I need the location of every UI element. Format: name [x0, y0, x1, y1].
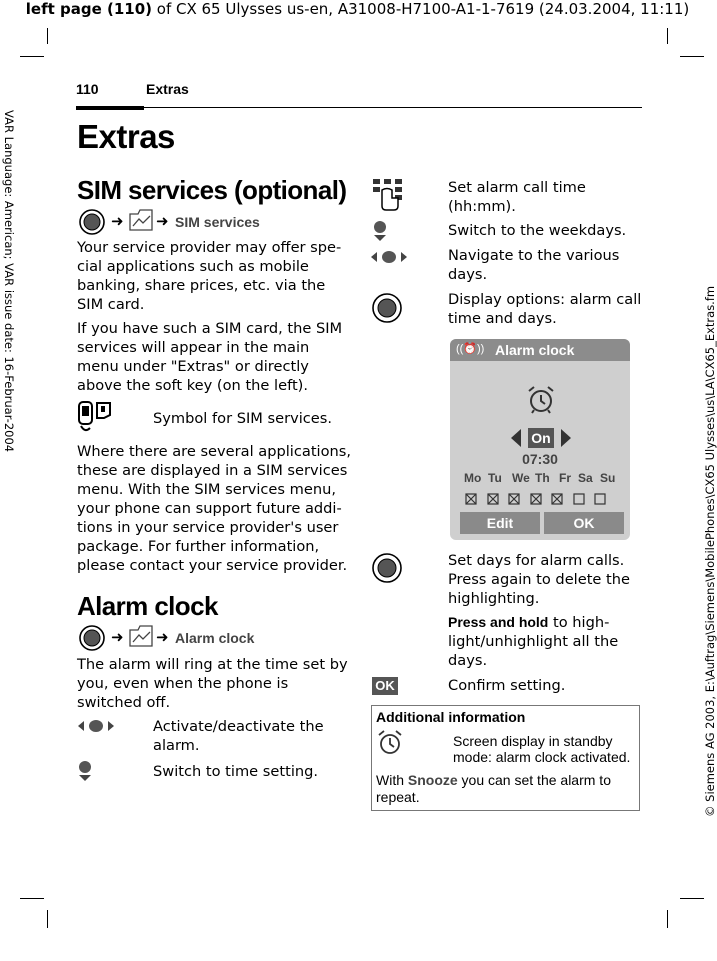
alarm-status[interactable]: On — [528, 428, 554, 448]
page-title: Extras — [77, 118, 175, 155]
running-head-bar — [76, 106, 144, 110]
weekday-checkbox[interactable] — [594, 493, 606, 505]
sim-menu-path — [78, 208, 338, 236]
text-line: package. For further information, — [77, 538, 320, 555]
extras-menu-icon — [128, 208, 154, 232]
weekday-label: Su — [600, 471, 616, 485]
weekday-label: We — [512, 471, 530, 485]
text-line: services will appear in the main — [77, 339, 310, 356]
crop-mark — [20, 56, 44, 57]
info-snooze-text — [376, 772, 611, 806]
text-line: Set days for alarm calls. — [448, 552, 625, 569]
sim-heading: SIM services (optional) — [77, 175, 347, 205]
side-text-left: VAR Language: American; VAR issue date: 16-Februar-2004 — [2, 110, 16, 453]
crop-mark — [667, 28, 668, 44]
weekday-checkbox-checked[interactable] — [465, 493, 477, 505]
navigation-key-icon — [78, 208, 108, 236]
text-line: menu under "Extras" or directly — [77, 358, 309, 375]
weekday-checkboxes — [465, 493, 625, 507]
weekday-checkbox-checked[interactable] — [508, 493, 520, 505]
text-line: Display options: alarm call — [448, 291, 642, 308]
text-line: (hh:mm). — [448, 198, 516, 215]
crop-mark — [667, 910, 668, 928]
keypad-icon — [372, 178, 406, 212]
alarm-time: 07:30 — [522, 451, 558, 467]
right-row-2: Switch to the weekdays. — [448, 222, 627, 239]
text-line: days. — [448, 652, 488, 669]
text-line: these are displayed in a SIM services — [77, 462, 348, 479]
text-line: If you have such a SIM card, the SIM — [77, 320, 343, 337]
text-line: Activate/deactivate the — [153, 718, 324, 735]
text-span: With — [376, 772, 408, 788]
navigation-key-icon — [78, 624, 108, 652]
header-doc-name: left page (110) — [25, 0, 152, 18]
arrow-icon: ➜ — [156, 628, 169, 646]
sim-paragraph-3 — [77, 442, 351, 575]
extras-menu-icon — [128, 624, 154, 648]
crop-mark — [47, 910, 48, 928]
text-line: cial applications such as mobile — [77, 258, 309, 275]
weekday-checkbox-checked[interactable] — [530, 493, 542, 505]
right-row-4 — [448, 290, 641, 328]
navigation-key-icon — [371, 552, 403, 584]
arrow-icon: ➜ — [111, 212, 124, 230]
text-line: switched off. — [77, 694, 171, 711]
ok-key-badge: OK — [372, 677, 398, 695]
sim-paragraph-2 — [77, 319, 342, 395]
snooze-label: Snooze — [407, 772, 458, 788]
left-right-navigation-icon — [369, 250, 409, 264]
edit-softkey[interactable]: Edit — [460, 512, 540, 534]
text-line: days. — [448, 266, 488, 283]
info-title: Additional information — [376, 709, 526, 725]
running-head — [76, 80, 642, 108]
left-arrow-icon — [509, 428, 523, 448]
header-rest: of CX 65 Ulysses us-en, A31008-H7100-A1-1-7619 (24.03.2004, 11:11) — [152, 0, 690, 18]
arrow-icon: ➜ — [156, 212, 169, 230]
right-row-6 — [448, 613, 618, 670]
left-right-navigation-icon — [76, 719, 116, 733]
weekday-label: Tu — [488, 471, 502, 485]
running-head-section: Extras — [146, 81, 189, 97]
text-line: light/unhighlight all the — [448, 633, 619, 650]
crop-mark — [680, 56, 704, 57]
weekday-label: Mo — [464, 471, 482, 485]
additional-info-box — [371, 705, 640, 811]
weekday-checkbox-checked[interactable] — [551, 493, 563, 505]
arrow-icon: ➜ — [111, 628, 124, 646]
sim-symbol-text: Symbol for SIM services. — [153, 410, 333, 427]
info-description — [453, 733, 630, 765]
right-row-5 — [448, 551, 630, 608]
navigation-key-icon — [371, 292, 403, 324]
text-line: Press again to delete the — [448, 571, 630, 588]
text-line: highlighting. — [448, 590, 540, 607]
side-text-right: © Siemens AG 2003, E:\Auftrag\Siemens\MobilePhones\CX65 Ulysses\us\LA\CX65_Extras.fm — [703, 285, 717, 817]
text-line: alarm. — [153, 737, 200, 754]
down-navigation-icon — [372, 220, 388, 242]
right-row-1 — [448, 178, 586, 216]
right-row-3 — [448, 246, 619, 284]
text-line: you, even when the phone is — [77, 675, 289, 692]
alarm-ring-icon: ((⏰)) — [456, 343, 485, 355]
text-line: menu. With the SIM services menu, — [77, 481, 336, 498]
text-line: your phone can support future addi- — [77, 500, 342, 517]
weekday-label: Sa — [578, 471, 593, 485]
text-line: mode: alarm clock activated. — [453, 749, 631, 765]
text-line: The alarm will ring at the time set by — [77, 656, 348, 673]
text-line: repeat. — [376, 789, 420, 805]
press-hold-label: Press and hold — [448, 614, 549, 630]
weekday-labels — [464, 471, 624, 489]
text-line: to high- — [548, 614, 610, 631]
page-number: 110 — [76, 81, 99, 97]
right-row-7: Confirm setting. — [448, 677, 566, 694]
phone-title: Alarm clock — [495, 342, 575, 358]
text-line: please contact your service provider. — [77, 557, 348, 574]
weekday-checkbox-checked[interactable] — [487, 493, 499, 505]
weekday-checkbox[interactable] — [573, 493, 585, 505]
alarm-heading: Alarm clock — [77, 591, 218, 621]
down-navigation-icon — [77, 760, 93, 782]
phone-screen — [450, 339, 630, 540]
text-line: Navigate to the various — [448, 247, 620, 264]
text-line: banking, share prices, etc. via the — [77, 277, 326, 294]
text-line: Set alarm call time — [448, 179, 586, 196]
ok-softkey[interactable]: OK — [544, 512, 624, 534]
sim-path-label: SIM services — [175, 214, 260, 230]
document-header — [0, 0, 715, 18]
alarm-row-1 — [153, 717, 324, 755]
alarm-path-label: Alarm clock — [175, 630, 255, 646]
alarm-clock-icon — [526, 384, 556, 414]
weekday-label: Fr — [559, 471, 571, 485]
alarm-paragraph-1 — [77, 655, 348, 712]
alarm-menu-path — [78, 624, 338, 652]
text-line: tions in your service provider's user — [77, 519, 339, 536]
crop-mark — [680, 898, 704, 899]
alarm-clock-icon — [376, 729, 404, 755]
crop-mark — [47, 28, 48, 44]
text-line: above the soft key (on the left). — [77, 377, 309, 394]
weekday-label: Th — [535, 471, 550, 485]
crop-mark — [20, 898, 44, 899]
text-line: Where there are several applications, — [77, 443, 352, 460]
phone-title-bar — [450, 339, 630, 361]
right-arrow-icon — [559, 428, 573, 448]
text-line: SIM card. — [77, 296, 145, 313]
alarm-row-2: Switch to time setting. — [153, 763, 319, 780]
text-line: Screen display in standby — [453, 733, 613, 749]
text-line: time and days. — [448, 310, 557, 327]
sim-services-icon — [77, 400, 113, 434]
text-span: you can set the alarm to — [457, 772, 611, 788]
sim-paragraph-1 — [77, 238, 341, 314]
text-line: Your service provider may offer spe- — [77, 239, 342, 256]
